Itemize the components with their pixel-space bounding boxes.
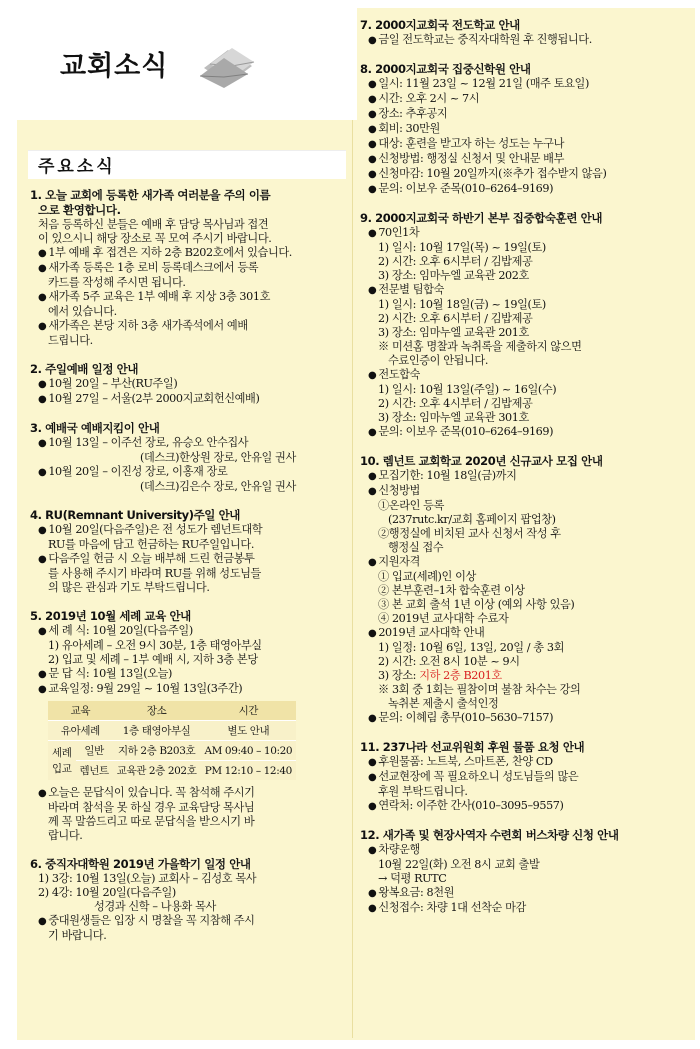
news-5-bullet-cont: 바라며 참석을 못 하실 경우 교육담당 목사님 [48, 801, 255, 814]
news-6-head: 6. 중직자대학원 2019년 가을학기 일정 안내 [30, 857, 251, 871]
news-2-bullet: ● 10월 20일 – 부산(RU주일) [30, 377, 348, 392]
news-9-line: 3) 장소: 임마누엘 교육관 202호 [378, 269, 529, 282]
news-4-bullet-cont: RU를 마음에 담고 헌금하는 RU주일입니다. [48, 538, 254, 551]
right-column [360, 18, 690, 926]
table-cell: PM 12:10 – 12:40 [200, 761, 296, 781]
news-1-bullet-cont: 드립니다. [48, 334, 93, 347]
group-label: 세례 [52, 746, 72, 759]
news-9-bullet: ● 전문별 팀합숙 [360, 283, 690, 298]
news-1-bullet: ● 1부 예배 후 접견은 지하 2층 B202호에서 있습니다. [30, 246, 348, 261]
news-11-bullet: ● 후원물품: 노트북, 스마트폰, 찬양 CD [360, 755, 690, 770]
news-9-note: 수료인증이 안됩니다. [388, 354, 488, 367]
news-1-line: 처음 등록하신 분들은 예배 후 담당 목사님과 접견 [38, 218, 269, 231]
news-8-head: 8. 2000지교회국 집중신학원 안내 [360, 62, 531, 76]
news-9 [360, 211, 690, 440]
news-1-bullet: ● 새가족은 본당 지하 3층 새가족석에서 예배 [30, 319, 348, 334]
group-label: 입교 [52, 762, 72, 775]
news-12-bullet: ● 신청접수: 차량 1대 선착순 마감 [360, 901, 690, 916]
news-9-line: 2) 시간: 오후 4시부터 / 김밥제공 [378, 397, 533, 410]
news-9-line: 2) 시간: 오후 6시부터 / 김밥제공 [378, 312, 533, 325]
news-11-bullet: ● 선교현장에 꼭 필요하오니 성도님들의 많은 [360, 770, 690, 785]
news-6-line: 성경과 신학 – 나용화 목사 [94, 900, 216, 913]
news-4 [30, 508, 348, 595]
news-9-line: 2) 시간: 오후 6시부터 / 김밥제공 [378, 255, 533, 268]
news-5-bullet-cont: 랍니다. [48, 829, 83, 842]
news-10-note: ※ 3회 중 1회는 필참이며 불참 차수는 강의 [378, 683, 581, 696]
highlighted-room: 지하 2층 B201호 [419, 669, 502, 682]
news-3-line: (데스크)한상원 장로, 안유일 권사 [140, 451, 296, 464]
news-1-bullet: ● 새가족 등록은 1층 로비 등록데스크에서 등록 [30, 261, 348, 276]
news-9-note: ※ 미션홈 명찰과 녹취록을 제출하지 않으면 [378, 340, 582, 353]
news-8-bullet: ● 신청마감: 10월 20일까지(※추가 접수받지 않음) [360, 167, 690, 182]
news-1-line: 이 있으시니 해당 장소로 꼭 모여 주시기 바랍니다. [38, 232, 272, 245]
news-9-line: 3) 장소: 임마누엘 교육관 201호 [378, 326, 529, 339]
news-3-line: (데스크)김은수 장로, 안유일 권사 [140, 480, 296, 493]
news-9-line: 3) 장소: 임마누엘 교육관 301호 [378, 411, 529, 424]
table-group-cell [48, 741, 76, 781]
news-10-bullet: ● 2019년 교사대학 안내 [360, 626, 690, 641]
news-9-bullet: ● 70인1차 [360, 226, 690, 241]
table-cell: 일반 [76, 741, 113, 761]
news-12-bullet: ● 왕복요금: 8천원 [360, 886, 690, 901]
news-8-bullet: ● 장소: 추후공지 [360, 107, 690, 122]
news-10-bullet: ● 신청방법 [360, 484, 690, 499]
news-9-bullet: ● 전도합숙 [360, 368, 690, 383]
news-10-head: 10. 렘넌트 교회학교 2020년 신규교사 모집 안내 [360, 454, 603, 468]
news-10-bullet: ● 모집기한: 10월 18일(금)까지 [360, 469, 690, 484]
news-2 [30, 362, 348, 407]
news-11-bullet: ● 연락처: 이주한 간사(010–3095–9557) [360, 799, 690, 814]
news-8-bullet: ● 일시: 11월 23일 ~ 12월 21일 (매주 토요일) [360, 77, 690, 92]
news-10-line: ② 본부훈련–1차 합숙훈련 이상 [378, 584, 525, 597]
news-1-head-b: 으로 환영합니다. [38, 203, 121, 217]
news-11 [360, 740, 690, 814]
news-1-head-a: 1. 오늘 교회에 등록한 새가족 여러분을 주의 이름 [30, 188, 271, 202]
news-3-head: 3. 예배국 예배지킴이 안내 [30, 421, 160, 435]
news-2-head: 2. 주일예배 일정 안내 [30, 362, 139, 376]
news-5 [30, 609, 348, 843]
news-8-bullet: ● 대상: 훈련을 받고자 하는 성도는 누구나 [360, 137, 690, 152]
left-column [30, 188, 348, 953]
news-10-line: 행정실 접수 [388, 541, 444, 554]
news-11-head: 11. 237나라 선교위원회 후원 물품 요청 안내 [360, 740, 585, 754]
news-8-bullet: ● 문의: 이보우 준목(010–6264–9169) [360, 182, 690, 197]
news-12-line: 10월 22일(화) 오전 8시 교회 출발 [378, 858, 540, 871]
news-1 [30, 188, 348, 348]
news-10 [360, 454, 690, 726]
section-subtitle: 주요소식 [38, 157, 116, 177]
news-5-bullet-cont: 께 꼭 말씀드리고 따로 문답식을 받으시기 바 [48, 815, 255, 828]
news-5-bullet: ● 오늘은 문답식이 있습니다. 꼭 참석해 주시기 [30, 786, 348, 801]
news-10-line: ① 입교(세례)인 이상 [378, 570, 476, 583]
news-10-line: ④ 2019년 교사대학 수료자 [378, 612, 509, 625]
news-6-bullet-cont: 기 바랍니다. [48, 929, 107, 942]
news-1-bullet-cont: 카드를 작성해 주시면 됩니다. [48, 276, 186, 289]
table-cell: 지하 2층 B203호 [113, 741, 201, 761]
table-header: 장소 [113, 701, 201, 721]
news-3-bullet: ● 10월 20일 – 이진성 장로, 이홍재 장로 [30, 465, 348, 480]
news-10-line: (237rutc.kr/교회 홈페이지 팝업창) [388, 513, 556, 526]
news-8 [360, 62, 690, 197]
table-header: 시간 [200, 701, 296, 721]
news-8-bullet: ● 회비: 30만원 [360, 122, 690, 137]
news-4-bullet: ● 10월 20일(다음주일)은 전 성도가 렘넌트대학 [30, 523, 348, 538]
news-10-bullet: ● 지원자격 [360, 555, 690, 570]
table-cell: 렘넌트 [76, 761, 113, 781]
mail-envelope-icon [198, 44, 260, 88]
news-6-line: 1) 3강: 10월 13일(오늘) 교회사 – 김성호 목사 [38, 872, 257, 885]
column-divider [352, 8, 353, 1038]
table-row [48, 721, 296, 741]
news-10-line: 1) 일정: 10월 6일, 13일, 20일 / 총 3회 [378, 641, 564, 654]
news-9-bullet: ● 문의: 이보우 준목(010–6264–9169) [360, 425, 690, 440]
news-12-head: 12. 새가족 및 현장사역자 수련회 버스차량 신청 안내 [360, 828, 619, 842]
table-row [48, 761, 296, 781]
baptism-schedule-table [48, 701, 296, 780]
news-4-bullet-cont: 를 사용해 주시기 바라며 RU를 위해 성도님들 [48, 567, 261, 580]
news-7 [360, 18, 690, 48]
news-5-line: 1) 유아세례 – 오전 9시 30분, 1층 태영아부실 [48, 639, 262, 652]
news-11-bullet-cont: 후원 부탁드립니다. [378, 785, 468, 798]
news-5-bullet: ● 세 례 식: 10월 20일(다음주일) [30, 624, 348, 639]
news-10-line [360, 669, 690, 683]
news-5-head: 5. 2019년 10월 세례 교육 안내 [30, 609, 191, 623]
news-5-bullet: ● 교육일정: 9월 29일 ~ 10월 13일(3주간) [30, 682, 348, 697]
news-6-line: 2) 4강: 10월 20일(다음주일) [38, 886, 176, 899]
news-8-bullet: ● 시간: 오후 2시 ~ 7시 [360, 92, 690, 107]
news-12 [360, 828, 690, 916]
table-cell: 유아세례 [48, 721, 113, 741]
news-9-head: 9. 2000지교회국 하반기 본부 집중합숙훈련 안내 [360, 211, 603, 225]
page-title: 교회소식 [60, 51, 169, 82]
table-row [48, 741, 296, 761]
news-10-line: 2) 시간: 오전 8시 10분 ~ 9시 [378, 655, 520, 668]
news-9-line: 1) 일시: 10월 18일(금) ~ 19일(토) [378, 298, 546, 311]
table-header: 교육 [48, 701, 113, 721]
news-4-head: 4. RU(Remnant University)주일 안내 [30, 508, 241, 522]
news-9-line: 1) 일시: 10월 17일(목) ~ 19일(토) [378, 241, 546, 254]
news-1-bullet-cont: 에서 있습니다. [48, 305, 117, 318]
news-5-bullet: ● 문 답 식: 10월 13일(오늘) [30, 667, 348, 682]
news-6-bullet: ● 중대원생들은 입장 시 명찰을 꼭 지참해 주시 [30, 914, 348, 929]
news-10-line: ②행정실에 비치된 교사 신청서 작성 후 [378, 527, 561, 540]
table-cell: 1층 태영아부실 [113, 721, 201, 741]
news-7-head: 7. 2000지교회국 전도학교 안내 [360, 18, 520, 32]
table-cell: 별도 안내 [200, 721, 296, 741]
news-8-bullet: ● 신청방법: 행정실 신청서 및 안내문 배부 [360, 152, 690, 167]
news-1-bullet: ● 새가족 5주 교육은 1부 예배 후 지상 3층 301호 [30, 290, 348, 305]
table-header-row [48, 701, 296, 721]
table-cell: AM 09:40 – 10:20 [200, 741, 296, 761]
news-12-bullet: ● 차량운행 [360, 843, 690, 858]
news-3 [30, 421, 348, 494]
table-cell: 교육관 2층 202호 [113, 761, 201, 781]
news-3-bullet: ● 10월 13일 – 이주선 장로, 유승오 안수집사 [30, 436, 348, 451]
news-4-bullet-cont: 의 많은 관심과 기도 부탁드립니다. [48, 581, 210, 594]
news-12-line: → 덕평 RUTC [378, 872, 447, 885]
news-10-bullet: ● 문의: 이혜림 총무(010–5630–7157) [360, 711, 690, 726]
news-10-line: ③ 본 교회 출석 1년 이상 (예외 사항 있음) [378, 598, 575, 611]
news-9-line: 1) 일시: 10월 13일(주일) ~ 16일(수) [378, 383, 557, 396]
news-6 [30, 857, 348, 943]
news-4-bullet: ● 다음주일 헌금 시 오늘 배부해 드린 헌금봉투 [30, 552, 348, 567]
news-10-note: 녹취본 제출시 출석인정 [388, 697, 499, 710]
news-2-bullet: ● 10월 27일 – 서울(2부 2000지교회헌신예배) [30, 392, 348, 407]
news-5-line: 2) 입교 및 세례 – 1부 예배 시, 지하 3층 본당 [48, 653, 258, 666]
news-10-line: ①온라인 등록 [378, 499, 444, 512]
news-7-bullet: ● 금일 전도학교는 중직자대학원 후 진행됩니다. [360, 33, 690, 48]
location-label: 3) 장소: [378, 669, 420, 682]
